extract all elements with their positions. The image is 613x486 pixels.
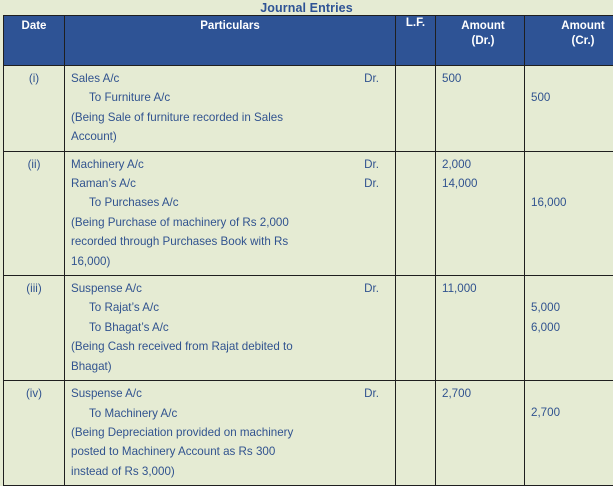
column-header-amount-dr	[436, 16, 525, 66]
particulars-line	[71, 404, 389, 423]
debit-marker: Dr.	[364, 384, 379, 403]
column-header-amount-cr-sublabel: (Cr.)	[531, 34, 613, 49]
amount-spacer	[531, 174, 613, 193]
particulars-text: Bhagat)	[71, 360, 112, 373]
cell-amount-cr	[525, 381, 613, 486]
particulars-text: To Machinery A/c	[71, 404, 177, 423]
amount-spacer	[442, 298, 524, 317]
particulars-line	[71, 252, 389, 271]
table-row	[4, 381, 613, 486]
amount-spacer	[531, 462, 613, 481]
particulars-line	[71, 88, 389, 107]
amount-value: 5,000	[531, 298, 613, 317]
particulars-line	[71, 337, 389, 356]
amount-spacer	[442, 462, 524, 481]
debit-marker: Dr.	[364, 279, 379, 298]
amount-spacer	[442, 357, 524, 376]
page-title: Journal Entries	[0, 0, 613, 15]
cell-amount-dr	[436, 151, 525, 275]
particulars-line	[71, 213, 389, 232]
amount-value: 6,000	[531, 318, 613, 337]
particulars-line	[71, 127, 389, 146]
amount-spacer	[442, 232, 524, 251]
journal-entries-table	[3, 15, 613, 486]
table-header	[4, 16, 613, 66]
debit-marker: Dr.	[364, 69, 379, 88]
particulars-text: 16,000)	[71, 255, 110, 268]
debit-marker: Dr.	[364, 155, 379, 174]
amount-spacer	[531, 357, 613, 376]
particulars-line	[71, 318, 389, 337]
particulars-line	[71, 462, 389, 481]
particulars-text: recorded through Purchases Book with Rs	[71, 235, 288, 248]
column-header-amount-cr-label: Amount	[561, 20, 604, 32]
amount-spacer	[442, 193, 524, 212]
column-header-lf	[396, 16, 436, 66]
particulars-text: posted to Machinery Account as Rs 300	[71, 445, 275, 458]
column-header-amount-dr-sublabel: (Dr.)	[442, 34, 524, 49]
amount-spacer	[442, 127, 524, 146]
amount-spacer	[531, 213, 613, 232]
amount-spacer	[442, 88, 524, 107]
amount-spacer	[442, 252, 524, 271]
amount-value: 11,000	[442, 279, 524, 298]
column-header-date-label: Date	[22, 20, 47, 32]
amount-value: 500	[442, 69, 524, 88]
particulars-text: (Being Sale of furniture recorded in Sales	[71, 111, 283, 124]
particulars-text: To Furniture A/c	[71, 88, 170, 107]
amount-value: 500	[531, 88, 613, 107]
particulars-line	[71, 155, 389, 174]
particulars-text: To Bhagat’s A/c	[71, 318, 169, 337]
amount-spacer	[442, 423, 524, 442]
particulars-text: Raman’s A/c	[71, 177, 136, 190]
amount-spacer	[442, 442, 524, 461]
cell-lf	[396, 381, 436, 486]
amount-spacer	[531, 127, 613, 146]
amount-spacer	[442, 318, 524, 337]
cell-date: (iv)	[4, 381, 65, 486]
particulars-text: (Being Depreciation provided on machinery	[71, 426, 293, 439]
column-header-lf-label: L.F.	[406, 17, 425, 29]
cell-lf	[396, 151, 436, 275]
particulars-line	[71, 279, 389, 298]
amount-spacer	[531, 423, 613, 442]
cell-date: (i)	[4, 66, 65, 152]
column-header-amount-cr	[525, 16, 613, 66]
cell-amount-cr	[525, 276, 613, 381]
cell-amount-cr	[525, 151, 613, 275]
table-body	[4, 66, 613, 486]
amount-value: 16,000	[531, 193, 613, 212]
amount-spacer	[442, 213, 524, 232]
particulars-line	[71, 423, 389, 442]
cell-amount-cr	[525, 66, 613, 152]
particulars-line	[71, 69, 389, 88]
particulars-line	[71, 442, 389, 461]
cell-amount-dr	[436, 66, 525, 152]
amount-value: 2,000	[442, 155, 524, 174]
particulars-text: Account)	[71, 130, 117, 143]
particulars-line	[71, 357, 389, 376]
header-row	[4, 16, 613, 66]
cell-amount-dr	[436, 276, 525, 381]
cell-particulars	[65, 276, 396, 381]
amount-spacer	[531, 155, 613, 174]
column-header-particulars-label: Particulars	[200, 20, 259, 32]
particulars-text: (Being Purchase of machinery of Rs 2,000	[71, 216, 289, 229]
amount-value: 14,000	[442, 174, 524, 193]
particulars-line	[71, 108, 389, 127]
table-row	[4, 151, 613, 275]
amount-spacer	[531, 279, 613, 298]
cell-particulars	[65, 151, 396, 275]
particulars-text: (Being Cash received from Rajat debited to	[71, 340, 293, 353]
particulars-text: Suspense A/c	[71, 387, 142, 400]
amount-spacer	[442, 108, 524, 127]
particulars-line	[71, 174, 389, 193]
amount-spacer	[531, 232, 613, 251]
cell-lf	[396, 276, 436, 381]
particulars-text: Sales A/c	[71, 72, 119, 85]
column-header-particulars	[65, 16, 396, 66]
particulars-line	[71, 193, 389, 212]
particulars-text: Suspense A/c	[71, 282, 142, 295]
cell-particulars	[65, 381, 396, 486]
particulars-line	[71, 384, 389, 403]
amount-spacer	[531, 442, 613, 461]
cell-particulars	[65, 66, 396, 152]
particulars-line	[71, 298, 389, 317]
cell-date: (ii)	[4, 151, 65, 275]
table-row	[4, 66, 613, 152]
debit-marker: Dr.	[364, 174, 379, 193]
table-row	[4, 276, 613, 381]
particulars-line	[71, 232, 389, 251]
amount-spacer	[531, 384, 613, 403]
column-header-date	[4, 16, 65, 66]
amount-value: 2,700	[531, 403, 613, 422]
particulars-text: Machinery A/c	[71, 158, 144, 171]
amount-spacer	[531, 108, 613, 127]
amount-spacer	[531, 337, 613, 356]
cell-lf	[396, 66, 436, 152]
particulars-text: instead of Rs 3,000)	[71, 465, 175, 478]
particulars-text: To Rajat’s A/c	[71, 298, 159, 317]
column-header-amount-dr-label: Amount	[461, 20, 504, 32]
cell-date: (iii)	[4, 276, 65, 381]
particulars-text: To Purchases A/c	[71, 193, 179, 212]
amount-spacer	[442, 337, 524, 356]
amount-value: 2,700	[442, 384, 524, 403]
amount-spacer	[531, 252, 613, 271]
cell-amount-dr	[436, 381, 525, 486]
amount-spacer	[442, 403, 524, 422]
amount-spacer	[531, 69, 613, 88]
